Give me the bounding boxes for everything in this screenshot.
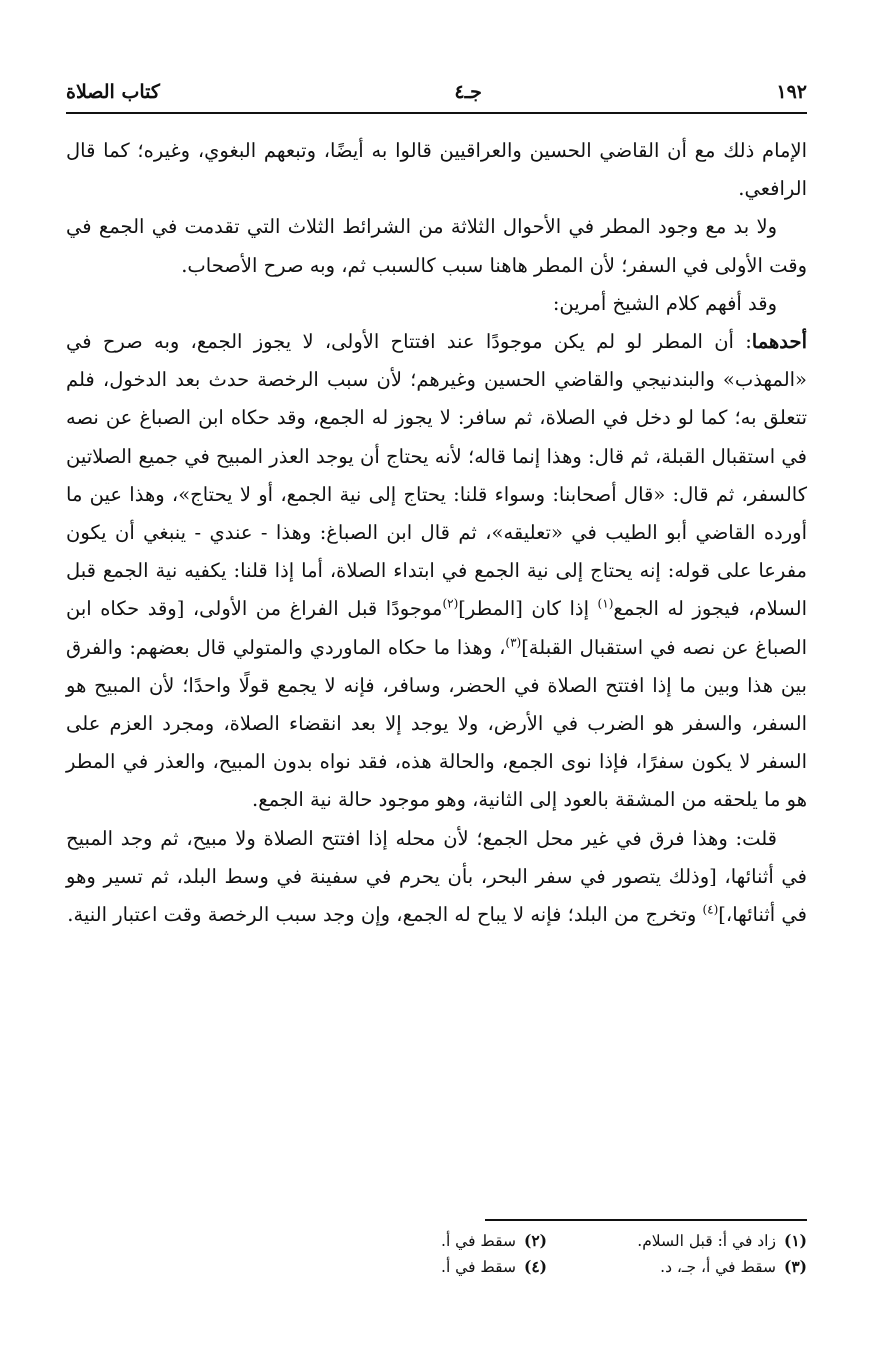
header-divider — [66, 112, 807, 114]
paragraph-5 — [66, 820, 807, 935]
paragraph-4-lead: أحدهما — [751, 330, 807, 354]
footnote-4 — [287, 1254, 547, 1280]
footnote-row — [66, 1228, 807, 1254]
book-title: كتاب الصلاة — [66, 81, 160, 103]
paragraph-4-text-c: موجودًا قبل الفراغ من الأولى، [وقد حكاه ابن الصباغ عن نصه في استقبال القبلة] — [66, 597, 807, 659]
paragraph-4 — [66, 323, 807, 820]
footnote-1 — [547, 1228, 807, 1254]
footnote-3-number: (٣) — [783, 1257, 807, 1276]
paragraph-1: الإمام ذلك مع أن القاضي الحسين والعراقيين قالوا به أيضًا، وتبعهم البغوي، وغيره؛ كما قال الرافعي. — [66, 139, 807, 201]
paragraph-4-text-a: : أن المطر لو لم يكن موجودًا عند افتتاح الأولى، لا يجوز الجمع، وبه صرح في «المهذب» والبندنيجي والقاضي الحسين وغيرهم؛ لأن سبب الرخصة حدث بعد الدخول، فلم تتعلق به؛ كما لو دخل في الصلاة، ثم سافر: لا يجوز له الجمع، وقد حكاه ابن الصباغ عن نصه في استقبال القبلة، ثم قال: وهذا إنما قاله؛ لأنه يحتاج أن يوجد العذر المبيح في جميع الصلاتين كالسفر، ثم قال: «قال أصحابنا: وسواء قلنا: يحتاج إلى نية الجمع، أو لا يحتاج»، وهذا عين ما أورده القاضي أبو الطيب في «تعليقه»، ثم قال ابن الصباغ: وهذا - عندي - ينبغي أن يكون مفرعا على قوله: إنه يحتاج إلى نية الجمع في ابتداء الصلاة، أما إذا قلنا: يكفيه نية الجمع قبل السلام، فيجوز له الجمع — [66, 330, 807, 621]
footnote-1-text: زاد في أ: قبل السلام. — [637, 1232, 776, 1250]
paragraph-5-text-b: وتخرج من البلد؛ فإنه لا يباح له الجمع، وإن وجد سبب الرخصة وقت اعتبار النية. — [67, 903, 703, 927]
footnote-ref-2: (٢) — [442, 596, 459, 611]
footnotes — [66, 1228, 807, 1280]
footnote-row — [66, 1254, 807, 1280]
footnote-ref-1: (١) — [597, 596, 614, 611]
paragraph-3: وقد أفهم كلام الشيخ أمرين: — [552, 291, 777, 315]
footnote-2 — [287, 1228, 547, 1254]
page-header — [66, 76, 807, 108]
page-number: ١٩٢ — [776, 81, 807, 103]
footnote-2-number: (٢) — [523, 1231, 547, 1250]
footnote-ref-4: (٤) — [702, 902, 719, 917]
paragraph-5-text-a: قلت: وهذا فرق في غير محل الجمع؛ لأن محله إذا افتتح الصلاة ولا مبيح، ثم وجد المبيح في أثنائها، [وذلك يتصور في سفر البحر، بأن يحرم في سفينة في وسط البلد، ثم تسير وهو في أثنائها،] — [66, 826, 807, 927]
footnote-divider — [485, 1219, 807, 1221]
footnote-3 — [547, 1254, 807, 1280]
volume-label: جـ٤ — [454, 81, 482, 103]
footnote-ref-3: (٣) — [505, 635, 522, 650]
footnote-4-text: سقط في أ. — [441, 1258, 516, 1276]
footnote-3-text: سقط في أ، جـ، د. — [660, 1258, 776, 1276]
footnote-4-number: (٤) — [523, 1257, 547, 1276]
page-body — [66, 132, 807, 934]
footnote-1-number: (١) — [783, 1231, 807, 1250]
paragraph-4-text-b: إذا كان [المطر] — [458, 597, 598, 621]
paragraph-4-text-d: ، وهذا ما حكاه الماوردي والمتولي قال بعضهم: والفرق بين هذا وبين ما إذا افتتح الصلاة في الحضر، وسافر، فإنه لا يجمع قولًا واحدًا؛ لأن المبيح هو السفر، والسفر هو الضرب في الأرض، ولا يوجد إلا بعد انقضاء الصلاة، ومجرد العزم على السفر لا يكون سفرًا، فإذا نوى الجمع، والحالة هذه، فقد نواه بدون المبيح، والعذر في المطر هو ما يلحقه من المشقة بالعود إلى الثانية، وهو موجود حالة نية الجمع. — [66, 635, 807, 812]
footnote-2-text: سقط في أ. — [441, 1232, 516, 1250]
paragraph-2: ولا بد مع وجود المطر في الأحوال الثلاثة من الشرائط الثلاث التي تقدمت في الجمع في وقت الأولى في السفر؛ لأن المطر هاهنا سبب كالسبب ثم، وبه صرح الأصحاب. — [66, 215, 807, 277]
